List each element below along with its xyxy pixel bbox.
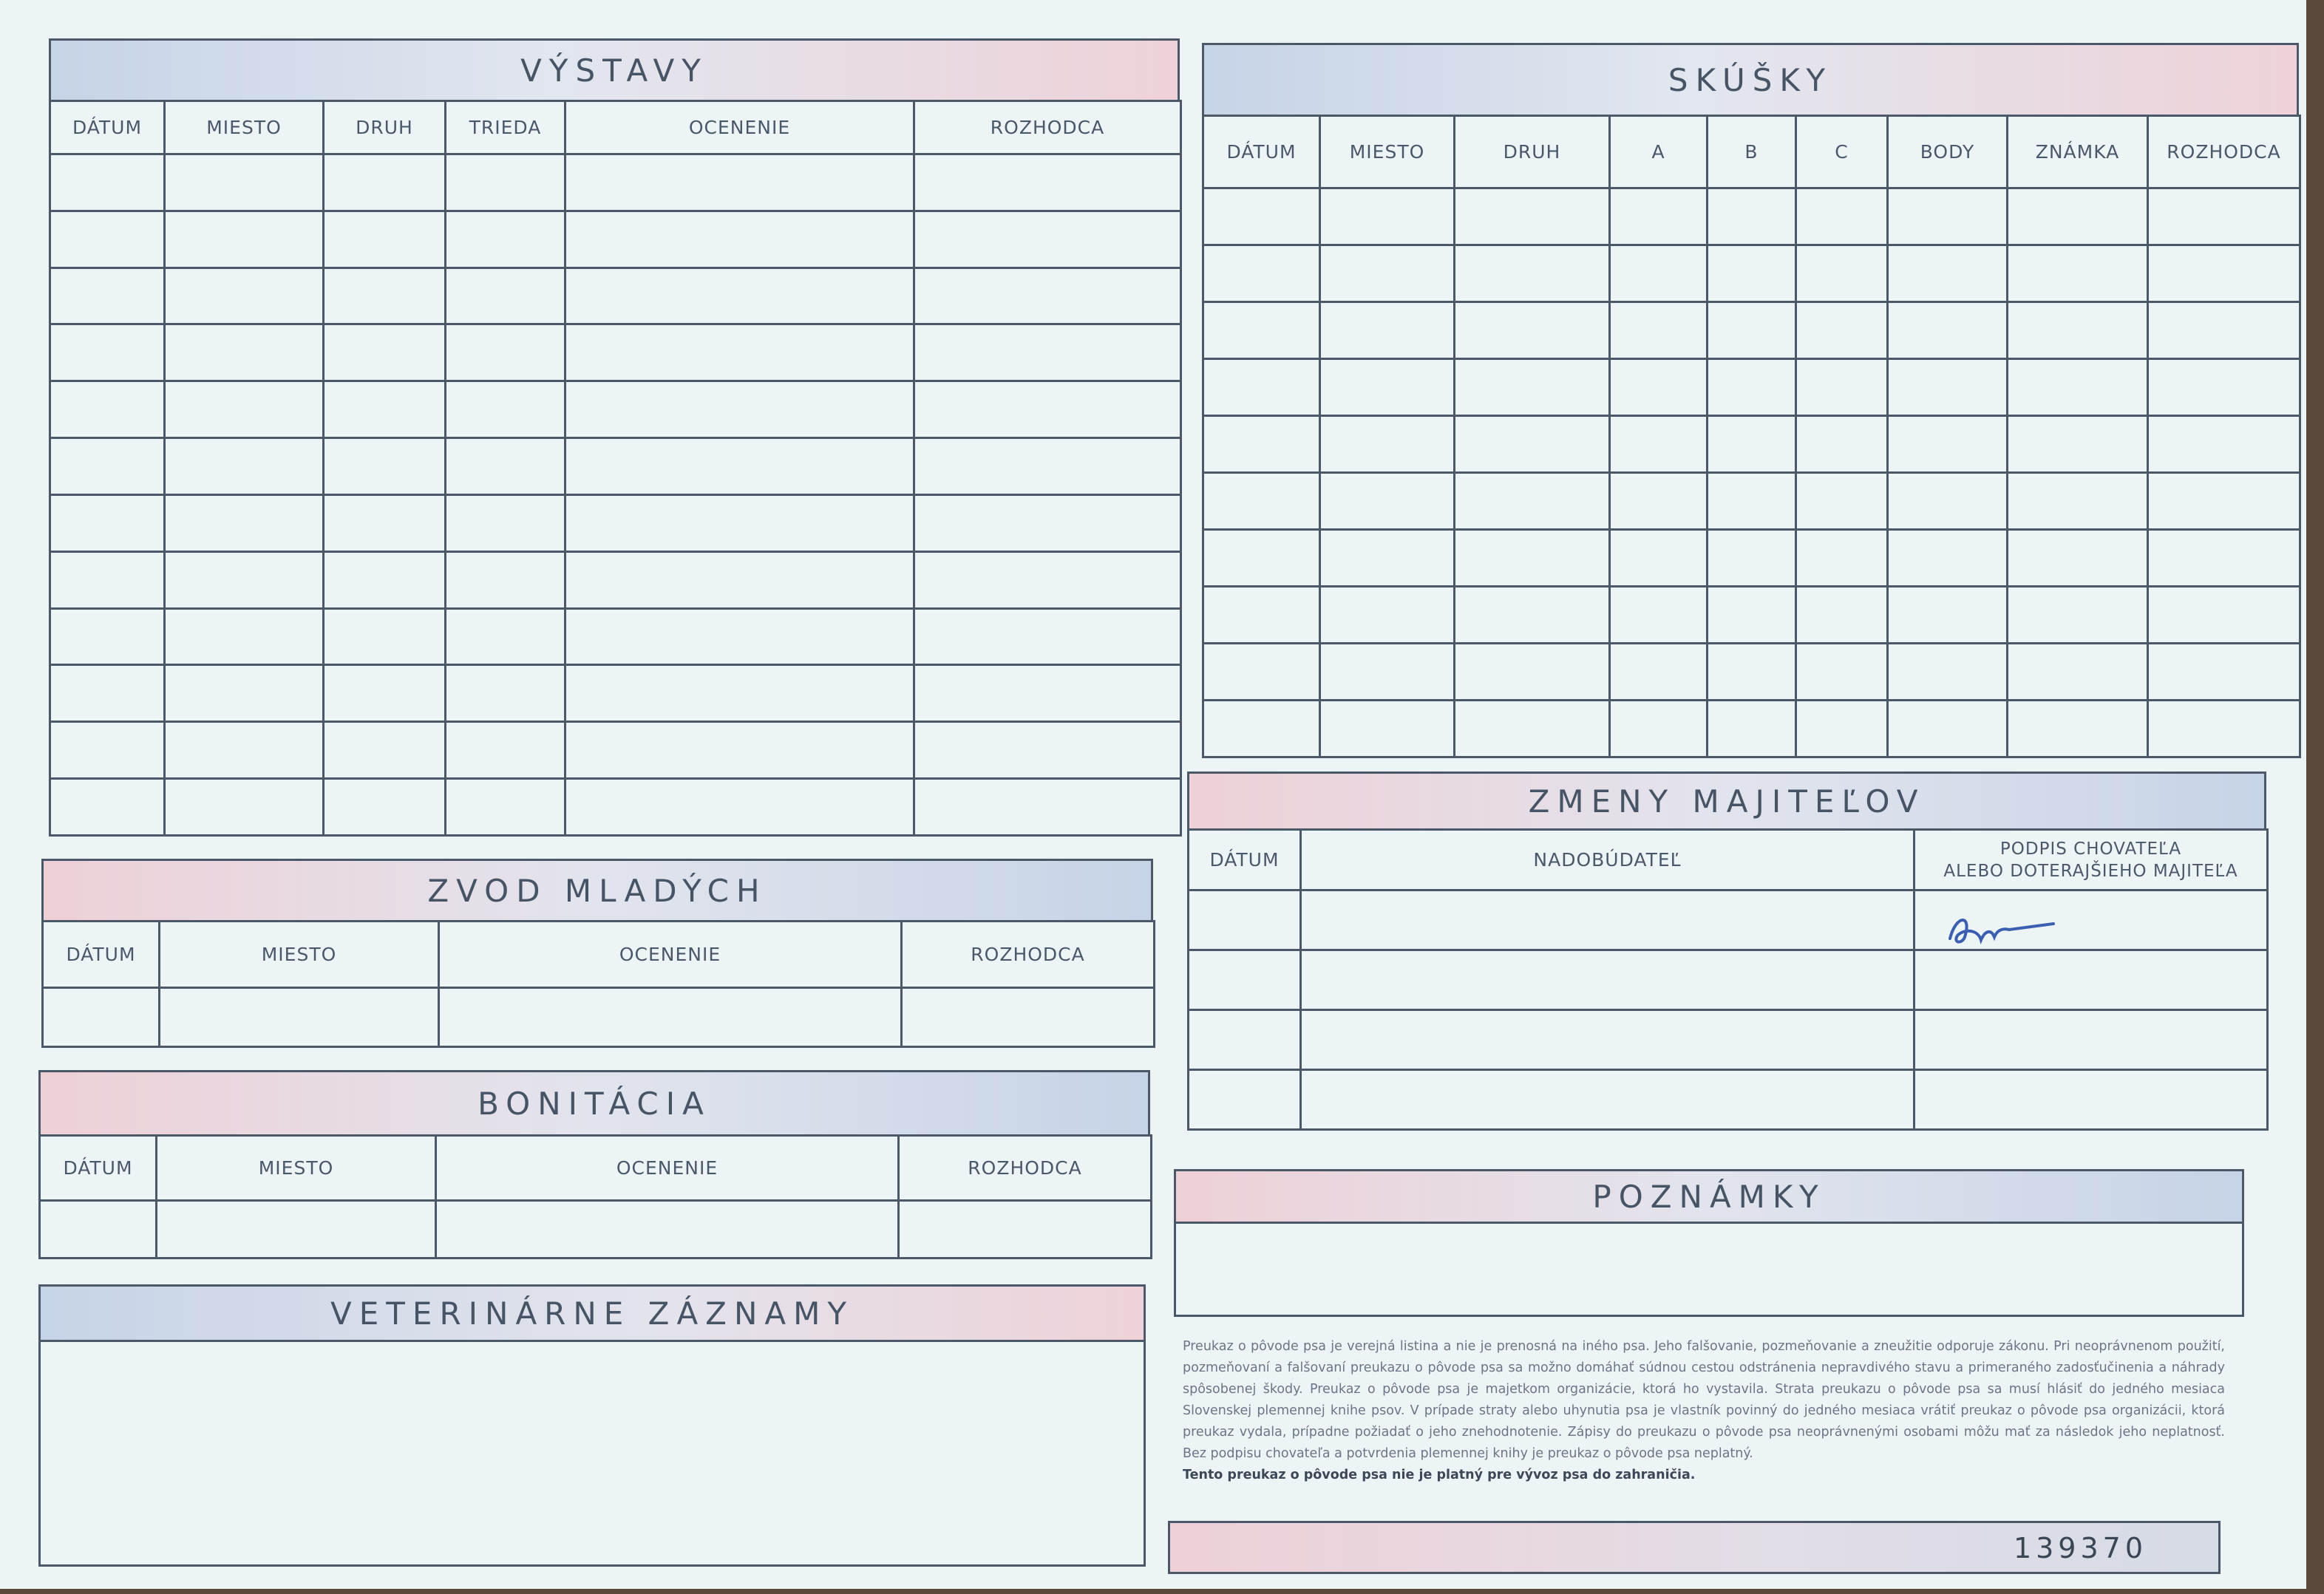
table-cell[interactable] [50, 779, 165, 836]
table-cell[interactable] [1203, 644, 1320, 701]
bonitacia-table [38, 1134, 1152, 1259]
table-cell[interactable] [1203, 302, 1320, 359]
vystavy-table [49, 100, 1182, 837]
table-cell[interactable] [2148, 245, 2300, 302]
table-cell[interactable] [50, 665, 165, 722]
table-cell[interactable] [40, 1201, 157, 1258]
table-cell[interactable] [914, 324, 1181, 381]
table-cell[interactable] [1455, 416, 1610, 473]
table-cell[interactable] [914, 381, 1181, 438]
table-cell[interactable] [914, 779, 1181, 836]
table-cell[interactable] [436, 1201, 899, 1258]
table-cell[interactable] [914, 268, 1181, 324]
table-cell[interactable] [2148, 587, 2300, 644]
table-cell[interactable] [446, 154, 565, 211]
table-cell[interactable] [1796, 473, 1888, 530]
table-cell[interactable] [1708, 644, 1796, 701]
table-cell[interactable] [1189, 1010, 1301, 1070]
table-cell[interactable] [50, 551, 165, 608]
bonitacia-col-3: ROZHODCA [899, 1136, 1152, 1201]
table-cell[interactable] [1610, 188, 1708, 245]
table-row [50, 665, 1181, 722]
table-row [1203, 530, 2300, 587]
legal-notice [1183, 1336, 2225, 1486]
table-cell[interactable] [902, 988, 1155, 1047]
table-cell[interactable] [1796, 359, 1888, 416]
table-cell[interactable] [2148, 530, 2300, 587]
table-cell[interactable] [1455, 644, 1610, 701]
vystavy-section [49, 38, 1180, 837]
table-cell[interactable] [165, 722, 324, 779]
table-cell[interactable] [1888, 359, 2008, 416]
table-cell[interactable] [1888, 245, 2008, 302]
table-cell[interactable] [1610, 359, 1708, 416]
table-cell[interactable] [2008, 416, 2148, 473]
table-cell[interactable] [565, 722, 914, 779]
table-cell[interactable] [446, 665, 565, 722]
bonitacia-col-1: MIESTO [157, 1136, 436, 1201]
table-cell[interactable] [2008, 188, 2148, 245]
table-cell[interactable] [1320, 644, 1455, 701]
col-datum: DÁTUM [1189, 830, 1301, 890]
table-cell[interactable] [165, 324, 324, 381]
table-cell[interactable] [1455, 188, 1610, 245]
table-cell[interactable] [565, 608, 914, 665]
table-cell[interactable] [50, 154, 165, 211]
table-cell[interactable] [2008, 359, 2148, 416]
table-cell[interactable] [1320, 473, 1455, 530]
table-row [1189, 950, 2268, 1010]
table-cell[interactable] [1301, 950, 1914, 1010]
table-cell[interactable] [165, 608, 324, 665]
table-cell[interactable] [565, 494, 914, 551]
table-row [43, 988, 1155, 1047]
table-cell[interactable] [1203, 245, 1320, 302]
table-row [50, 211, 1181, 268]
skusky-table [1202, 115, 2301, 758]
table-row [50, 154, 1181, 211]
table-cell[interactable] [1708, 359, 1796, 416]
table-cell[interactable] [1796, 587, 1888, 644]
table-cell[interactable] [1189, 1070, 1301, 1130]
table-row [40, 1201, 1152, 1258]
table-cell[interactable] [914, 494, 1181, 551]
zvod-mladych-table [41, 920, 1155, 1048]
col-podpis-line1: PODPIS CHOVATEĽA [1999, 839, 2182, 859]
table-cell[interactable] [2148, 188, 2300, 245]
table-row [1189, 1010, 2268, 1070]
table-cell[interactable] [1320, 188, 1455, 245]
table-cell[interactable] [1610, 245, 1708, 302]
table-cell[interactable] [1796, 245, 1888, 302]
table-cell[interactable] [2008, 644, 2148, 701]
table-row [1189, 890, 2268, 950]
table-cell[interactable] [1610, 302, 1708, 359]
table-cell[interactable] [165, 551, 324, 608]
table-cell[interactable] [50, 381, 165, 438]
table-cell[interactable] [1455, 530, 1610, 587]
table-cell[interactable] [324, 438, 446, 495]
table-cell[interactable] [1203, 359, 1320, 416]
table-cell[interactable] [2148, 359, 2300, 416]
table-cell[interactable] [1796, 188, 1888, 245]
table-cell[interactable] [1610, 587, 1708, 644]
table-row [50, 324, 1181, 381]
table-cell[interactable] [165, 268, 324, 324]
vystavy-col-1: MIESTO [165, 101, 324, 154]
zmeny-majitelov-title: ZMENY MAJITEĽOV [1187, 772, 2266, 831]
table-cell[interactable] [1914, 1070, 2268, 1130]
skusky-col-1: MIESTO [1320, 116, 1455, 188]
table-cell[interactable] [565, 324, 914, 381]
bonitacia-section [38, 1070, 1150, 1259]
table-cell[interactable] [1203, 416, 1320, 473]
table-cell[interactable] [1708, 416, 1796, 473]
table-cell[interactable] [324, 608, 446, 665]
table-row [50, 608, 1181, 665]
poznamky-title: POZNÁMKY [1174, 1169, 2244, 1224]
skusky-title: SKÚŠKY [1202, 43, 2299, 117]
table-cell[interactable] [50, 494, 165, 551]
table-row [50, 438, 1181, 495]
skusky-col-2: DRUH [1455, 116, 1610, 188]
table-cell[interactable] [1708, 587, 1796, 644]
table-cell[interactable] [446, 438, 565, 495]
table-cell[interactable] [914, 211, 1181, 268]
table-cell[interactable] [50, 268, 165, 324]
zvod-mladych-col-0: DÁTUM [43, 922, 160, 988]
poznamky-section [1174, 1169, 2244, 1317]
table-cell[interactable] [1610, 473, 1708, 530]
table-cell[interactable] [2148, 644, 2300, 701]
table-cell[interactable] [2008, 587, 2148, 644]
table-cell[interactable] [50, 608, 165, 665]
table-row [1203, 701, 2300, 757]
table-cell[interactable] [165, 779, 324, 836]
table-cell[interactable] [1610, 644, 1708, 701]
table-row [1203, 359, 2300, 416]
col-nadobudatel: NADOBÚDATEĽ [1301, 830, 1914, 890]
table-cell[interactable] [1708, 188, 1796, 245]
table-cell[interactable] [914, 438, 1181, 495]
table-cell[interactable] [2008, 530, 2148, 587]
table-row [1203, 587, 2300, 644]
table-cell[interactable] [2008, 473, 2148, 530]
zmeny-majitelov-table [1187, 828, 2269, 1131]
table-cell[interactable] [1301, 1010, 1914, 1070]
table-cell[interactable] [446, 211, 565, 268]
table-cell[interactable] [446, 494, 565, 551]
table-cell[interactable] [565, 665, 914, 722]
table-cell[interactable] [2148, 416, 2300, 473]
table-cell[interactable] [446, 779, 565, 836]
table-cell[interactable] [1320, 701, 1455, 757]
table-row [1189, 1070, 2268, 1130]
skusky-col-3: A [1610, 116, 1708, 188]
vystavy-col-5: ROZHODCA [914, 101, 1181, 154]
table-cell[interactable] [165, 211, 324, 268]
table-cell[interactable] [1301, 890, 1914, 950]
skusky-col-8: ROZHODCA [2148, 116, 2300, 188]
table-row [50, 722, 1181, 779]
table-cell[interactable] [446, 268, 565, 324]
table-cell[interactable] [324, 324, 446, 381]
table-cell[interactable] [1888, 587, 2008, 644]
table-row [1203, 188, 2300, 245]
table-cell[interactable] [157, 1201, 436, 1258]
table-cell[interactable] [50, 722, 165, 779]
table-cell[interactable] [565, 381, 914, 438]
table-cell[interactable] [914, 608, 1181, 665]
table-row [50, 381, 1181, 438]
zvod-mladych-col-3: ROZHODCA [902, 922, 1155, 988]
skusky-col-7: ZNÁMKA [2008, 116, 2148, 188]
table-cell[interactable] [1708, 245, 1796, 302]
table-cell[interactable] [1455, 701, 1610, 757]
table-cell[interactable] [1796, 644, 1888, 701]
table-cell[interactable] [324, 268, 446, 324]
poznamky-box [1174, 1222, 2244, 1317]
table-cell[interactable] [1796, 530, 1888, 587]
table-cell[interactable] [1708, 473, 1796, 530]
table-cell[interactable] [1610, 701, 1708, 757]
table-cell[interactable] [565, 551, 914, 608]
table-cell[interactable] [165, 438, 324, 495]
table-cell[interactable] [2148, 473, 2300, 530]
table-cell[interactable] [324, 381, 446, 438]
table-cell[interactable] [165, 381, 324, 438]
table-row [1203, 245, 2300, 302]
table-cell[interactable] [1888, 473, 2008, 530]
zvod-mladych-section [41, 859, 1153, 1048]
table-cell[interactable] [1455, 245, 1610, 302]
table-cell[interactable] [1203, 530, 1320, 587]
table-cell[interactable] [1203, 188, 1320, 245]
table-cell[interactable] [446, 722, 565, 779]
table-row [50, 551, 1181, 608]
table-cell[interactable] [1888, 416, 2008, 473]
table-cell[interactable] [439, 988, 902, 1047]
table-cell[interactable] [565, 268, 914, 324]
table-cell[interactable] [2008, 302, 2148, 359]
col-podpis-line2: ALEBO DOTERAJŠIEHO MAJITEĽA [1943, 861, 2238, 881]
table-cell[interactable] [1914, 950, 2268, 1010]
table-cell[interactable] [1320, 530, 1455, 587]
table-cell[interactable] [1888, 644, 2008, 701]
skusky-section [1202, 43, 2299, 758]
table-row [1203, 473, 2300, 530]
table-cell[interactable] [2008, 701, 2148, 757]
owner-signature-icon [1943, 907, 2068, 952]
table-cell[interactable] [50, 211, 165, 268]
table-cell[interactable] [1320, 302, 1455, 359]
table-cell[interactable] [1455, 473, 1610, 530]
table-cell[interactable] [565, 211, 914, 268]
table-cell[interactable] [50, 438, 165, 495]
table-cell[interactable] [565, 154, 914, 211]
vystavy-col-3: TRIEDA [446, 101, 565, 154]
table-cell[interactable] [1455, 587, 1610, 644]
veterinarne-zaznamy-box [38, 1340, 1146, 1567]
table-cell[interactable] [899, 1201, 1152, 1258]
zvod-mladych-col-2: OCENENIE [439, 922, 902, 988]
table-cell[interactable] [1320, 587, 1455, 644]
table-cell[interactable] [446, 324, 565, 381]
table-cell[interactable] [1189, 950, 1301, 1010]
table-cell[interactable] [565, 438, 914, 495]
table-cell[interactable] [1203, 587, 1320, 644]
table-cell[interactable] [1888, 302, 2008, 359]
vystavy-col-4: OCENENIE [565, 101, 914, 154]
table-cell[interactable] [914, 665, 1181, 722]
table-cell[interactable] [2148, 302, 2300, 359]
table-cell[interactable] [1320, 416, 1455, 473]
table-cell[interactable] [324, 154, 446, 211]
table-row [1203, 302, 2300, 359]
zvod-mladych-col-1: MIESTO [160, 922, 439, 988]
table-cell[interactable] [324, 722, 446, 779]
legal-notice-text: Preukaz o pôvode psa je verejná listina a nie je prenosná na iného psa. Jeho falšovanie, pozmeňovanie a zneužitie odporuje zákonu. Pri neoprávnenom použití, pozmeňovaní a falšovaní preukazu o pôvode psa sa možno domáhať súdnou cestou odstránenia nepravdivého stavu a primeraného zadosťučinenia a náhrady spôsobenej škody. Preukaz o pôvode psa je majetkom organizácie, ktorá ho vystavila. Strata preukazu o pôvode psa sa musí hlásiť do jedného mesiaca Slovenskej plemennej knihe psov. V prípade straty alebo uhynutia psa je vlastník povinný do jedného mesiaca vrátiť preukaz o pôvode psa organizácii, ktorá preukaz vydala, prípadne požiadať o jeho znehodnotenie. Zápisy do preukazu o pôvode psa neoprávnenými osobami môžu mať za následok jeho neplatnosť. Bez podpisu chovateľa a potvrdenia plemennej knihy je preukaz o pôvode psa neplatný. [1183, 1339, 2225, 1461]
table-cell[interactable] [165, 154, 324, 211]
bonitacia-col-0: DÁTUM [40, 1136, 157, 1201]
table-cell[interactable] [165, 665, 324, 722]
skusky-col-5: C [1796, 116, 1888, 188]
table-row [1203, 416, 2300, 473]
table-cell[interactable] [1708, 302, 1796, 359]
skusky-col-4: B [1708, 116, 1796, 188]
table-cell[interactable] [324, 551, 446, 608]
table-cell[interactable] [1203, 701, 1320, 757]
bonitacia-title: BONITÁCIA [38, 1070, 1150, 1137]
table-cell[interactable] [1796, 302, 1888, 359]
table-row [50, 494, 1181, 551]
table-cell[interactable] [324, 779, 446, 836]
col-podpis [1914, 830, 2268, 890]
table-row [50, 268, 1181, 324]
veterinarne-zaznamy-section [38, 1284, 1146, 1567]
table-cell[interactable] [1455, 302, 1610, 359]
table-cell[interactable] [1796, 416, 1888, 473]
table-cell[interactable] [324, 665, 446, 722]
serial-number: 139370 [2013, 1532, 2147, 1564]
table-cell[interactable] [1796, 701, 1888, 757]
table-cell[interactable] [1914, 1010, 2268, 1070]
table-row [1203, 644, 2300, 701]
skusky-col-0: DÁTUM [1203, 116, 1320, 188]
table-cell[interactable] [914, 722, 1181, 779]
table-cell[interactable] [1320, 359, 1455, 416]
table-cell[interactable] [1320, 245, 1455, 302]
table-cell[interactable] [2148, 701, 2300, 757]
table-row [50, 779, 1181, 836]
table-cell[interactable] [914, 154, 1181, 211]
table-cell[interactable] [1610, 416, 1708, 473]
vystavy-title: VÝSTAVY [49, 38, 1180, 102]
bonitacia-col-2: OCENENIE [436, 1136, 899, 1201]
table-cell[interactable] [160, 988, 439, 1047]
table-cell[interactable] [43, 988, 160, 1047]
table-cell[interactable] [1888, 188, 2008, 245]
table-cell[interactable] [565, 779, 914, 836]
table-cell[interactable] [1708, 530, 1796, 587]
vystavy-col-0: DÁTUM [50, 101, 165, 154]
legal-notice-bold: Tento preukaz o pôvode psa nie je platný pre vývoz psa do zahraničia. [1183, 1468, 1696, 1482]
table-cell[interactable] [1708, 701, 1796, 757]
vystavy-col-2: DRUH [324, 101, 446, 154]
table-cell[interactable] [1888, 701, 2008, 757]
table-cell[interactable] [165, 494, 324, 551]
table-cell[interactable] [446, 551, 565, 608]
table-cell[interactable] [324, 494, 446, 551]
table-cell[interactable] [914, 551, 1181, 608]
table-cell[interactable] [446, 381, 565, 438]
table-cell[interactable] [324, 211, 446, 268]
table-cell[interactable] [1301, 1070, 1914, 1130]
zmeny-majitelov-section [1187, 772, 2266, 1131]
table-cell[interactable] [1888, 530, 2008, 587]
zvod-mladych-title: ZVOD MLADÝCH [41, 859, 1153, 922]
table-cell[interactable] [1203, 473, 1320, 530]
table-cell[interactable] [2008, 245, 2148, 302]
table-cell[interactable] [1610, 530, 1708, 587]
skusky-col-6: BODY [1888, 116, 2008, 188]
table-cell[interactable] [1455, 359, 1610, 416]
veterinarne-zaznamy-title: VETERINÁRNE ZÁZNAMY [38, 1284, 1146, 1342]
table-cell[interactable] [446, 608, 565, 665]
table-cell[interactable] [50, 324, 165, 381]
serial-number-box [1168, 1521, 2221, 1574]
table-cell[interactable] [1189, 890, 1301, 950]
